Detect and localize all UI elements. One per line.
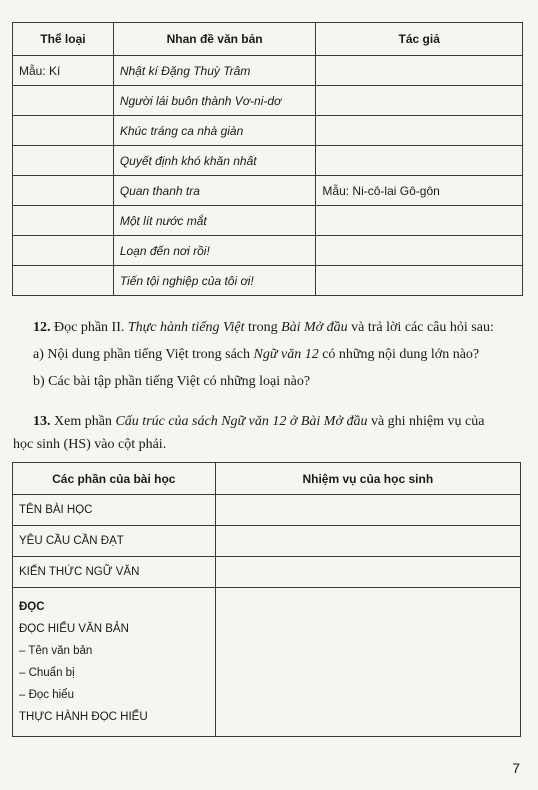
table-row [13, 588, 521, 737]
question-13-line2: học sinh (HS) vào cột phải. [13, 437, 167, 452]
lesson-part-cell [13, 588, 216, 737]
table-row [13, 146, 523, 176]
genre-cell [13, 86, 114, 116]
title-cell: Quyết định khó khăn nhất [113, 146, 316, 176]
doc-line: THỰC HÀNH ĐỌC HIỂU [19, 711, 148, 723]
table-header-row [13, 23, 523, 56]
title-cell: Nhật kí Đặng Thuỳ Trâm [113, 56, 316, 86]
question-text: Xem phần [50, 414, 116, 429]
lesson-part-cell: TÊN BÀI HỌC [13, 495, 216, 526]
question-italic: Bài Mở đầu [281, 320, 348, 335]
header-genre: Thể loại [13, 23, 114, 56]
task-cell [215, 495, 520, 526]
task-cell [215, 588, 520, 737]
title-cell: Người lái buôn thành Vơ-ni-dơ [113, 86, 316, 116]
author-cell [316, 56, 523, 86]
task-cell [215, 526, 520, 557]
author-cell [316, 236, 523, 266]
table-row [13, 116, 523, 146]
doc-line: – Đọc hiểu [19, 689, 74, 701]
question-italic: Ngữ văn 12 [253, 347, 319, 362]
table-row [13, 236, 523, 266]
question-12b: b) Các bài tập phần tiếng Việt có những loại nào? [33, 374, 311, 389]
title-cell: Tiến tội nghiệp của tôi ơi! [113, 266, 316, 296]
question-12 [33, 319, 528, 337]
question-italic: Cấu trúc của sách Ngữ văn 12 ở Bài Mở đầu [115, 414, 368, 429]
title-cell: Khúc tráng ca nhà giàn [113, 116, 316, 146]
header-author: Tác giả [316, 23, 523, 56]
title-cell: Một lít nước mắt [113, 206, 316, 236]
doc-line: – Tên văn bản [19, 645, 93, 657]
question-text: trong [244, 320, 282, 335]
header-lesson-parts: Các phần của bài học [13, 463, 216, 495]
table-row [13, 557, 521, 588]
author-cell: Mẫu: Ni-cô-lai Gô-gôn [316, 176, 523, 206]
header-title: Nhan đề văn bản [113, 23, 316, 56]
question-text: a) Nội dung phần tiếng Việt trong sách [33, 347, 254, 362]
question-text: và ghi nhiệm vụ của [367, 414, 485, 429]
doc-heading: ĐỌC [19, 601, 45, 613]
lesson-structure-table [12, 462, 521, 737]
question-number: 12. [33, 320, 51, 335]
header-student-tasks: Nhiệm vụ của học sinh [215, 463, 520, 495]
works-table [12, 22, 523, 296]
table-row [13, 56, 523, 86]
table-row [13, 86, 523, 116]
author-cell [316, 266, 523, 296]
question-text: có những nội dung lớn nào? [318, 347, 480, 362]
author-cell [316, 86, 523, 116]
doc-line: – Chuẩn bị [19, 667, 75, 679]
title-cell: Quan thanh tra [113, 176, 316, 206]
question-number: 13. [33, 414, 51, 429]
title-cell: Loạn đến nơi rồi! [113, 236, 316, 266]
genre-cell [13, 206, 114, 236]
genre-cell [13, 116, 114, 146]
genre-cell [13, 266, 114, 296]
lesson-part-cell: KIẾN THỨC NGỮ VĂN [13, 557, 216, 588]
table-row [13, 266, 523, 296]
genre-cell [13, 146, 114, 176]
table-row [13, 176, 523, 206]
table-row [13, 495, 521, 526]
author-cell [316, 146, 523, 176]
task-cell [215, 557, 520, 588]
author-cell [316, 206, 523, 236]
question-text: Đọc phần II. [50, 320, 128, 335]
lesson-part-cell: YÊU CẦU CẦN ĐẠT [13, 526, 216, 557]
genre-cell [13, 176, 114, 206]
question-italic: Thực hành tiếng Việt [127, 320, 245, 335]
author-cell [316, 116, 523, 146]
table-row [13, 206, 523, 236]
genre-cell [13, 236, 114, 266]
question-12a [33, 346, 528, 364]
question-text: và trả lời các câu hỏi sau: [347, 320, 494, 335]
table-header-row [13, 463, 521, 495]
page-number: 7 [512, 760, 520, 776]
question-13 [33, 413, 528, 431]
table-row [13, 526, 521, 557]
genre-cell: Mẫu: Kí [13, 56, 114, 86]
doc-line: ĐỌC HIỂU VĂN BẢN [19, 623, 129, 635]
